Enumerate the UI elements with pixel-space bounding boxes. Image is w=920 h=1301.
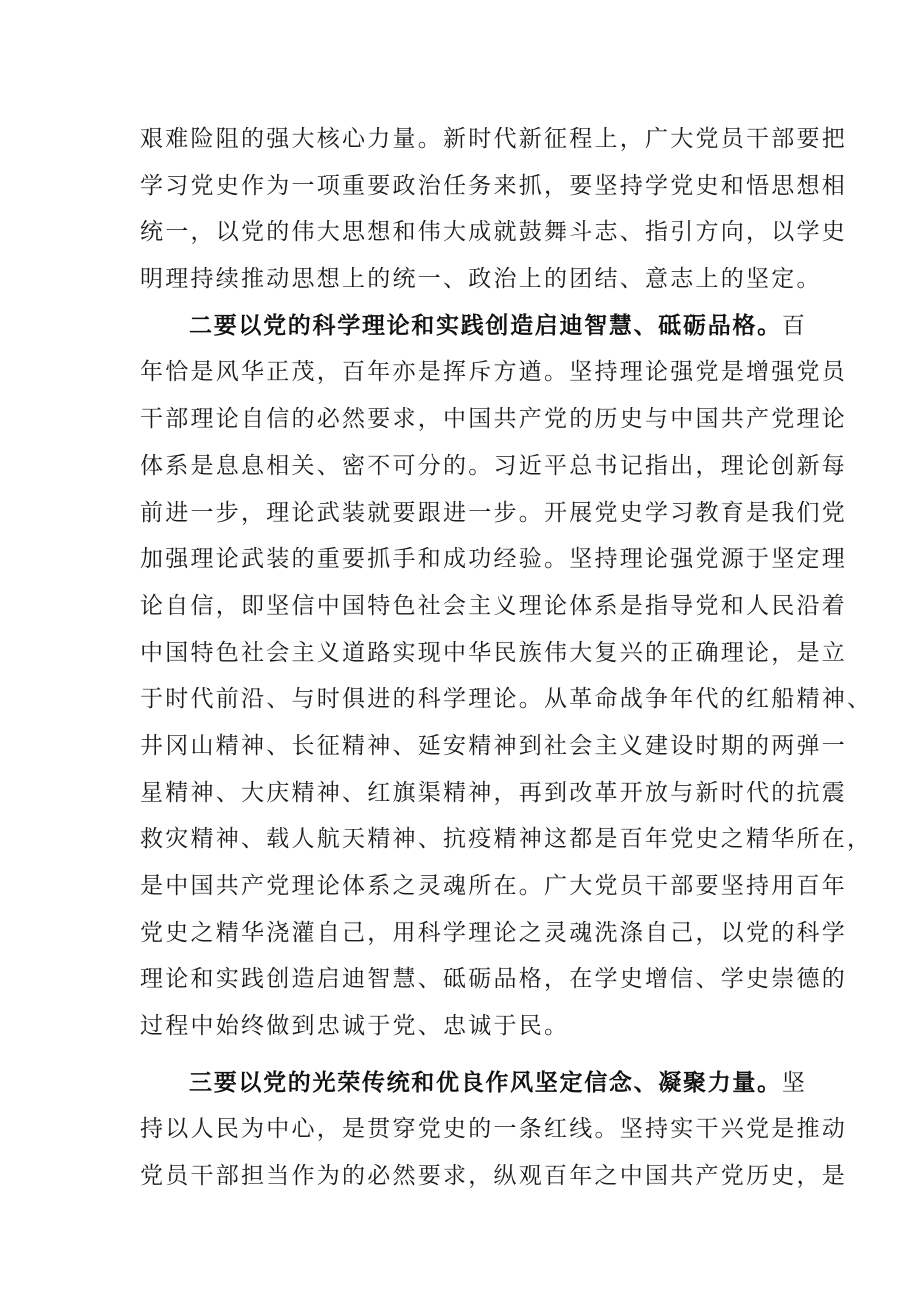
paragraph-2-line-15: 理论和实践创造启迪智慧、砥砺品格，在学史增信、学史崇德的 [140,966,847,993]
paragraph-2-line-14: 党史之精华浇灌自己，用科学理论之灵魂洗涤自己，以党的科学 [140,919,847,946]
paragraph-2-lead-tail: 百 [781,312,808,339]
paragraph-2-line-2: 年恰是风华正茂，百年亦是挥斥方遒。坚持理论强党是增强党员 [140,359,847,386]
paragraph-1-line-3: 统一，以党的伟大思想和伟大成就鼓舞斗志、指引方向，以学史 [140,219,847,246]
paragraph-2-line-5: 前进一步，理论武装就要跟进一步。开展党史学习教育是我们党 [140,499,847,526]
paragraph-3-lead: 三要以党的光荣传统和优良作风坚定信念、凝聚力量。 [189,1069,782,1096]
paragraph-2-line-12: 救灾精神、载人航天精神、抗疫精神这都是百年党史之精华所在， [140,826,873,853]
paragraph-2 [140,303,873,1050]
paragraph-2-line-16: 过程中始终做到忠诚于党、忠诚于民。 [140,1013,570,1040]
paragraph-gap [140,1050,800,1060]
paragraph-2-line-9: 于时代前沿、与时俱进的科学理论。从革命战争年代的红船精神、 [140,686,873,713]
paragraph-1 [140,116,847,303]
paragraph-3-line-1 [140,1060,808,1107]
paragraph-2-line-6: 加强理论武装的重要抓手和成功经验。坚持理论强党源于坚定理 [140,546,847,573]
paragraph-2-line-13: 是中国共产党理论体系之灵魂所在。广大党员干部要坚持用百年 [140,873,847,899]
paragraph-3-line-2: 持以人民为中心，是贯穿党史的一条红线。坚持实干兴党是推动 [140,1116,847,1143]
paragraph-2-line-7: 论自信，即坚信中国特色社会主义理论体系是指导党和人民沿着 [140,592,847,619]
paragraph-3-line-3: 党员干部担当作为的必然要求，纵观百年之中国共产党历史，是 [140,1163,847,1190]
paragraph-3 [140,1060,847,1200]
paragraph-2-lead: 二要以党的科学理论和实践创造启迪智慧、砥砺品格。 [189,312,782,339]
paragraph-2-line-3: 干部理论自信的必然要求，中国共产党的历史与中国共产党理论 [140,406,847,433]
paragraph-2-line-11: 星精神、大庆精神、红旗渠精神，再到改革开放与新时代的抗震 [140,779,847,806]
paragraph-1-line-2: 学习党史作为一项重要政治任务来抓，要坚持学党史和悟思想相 [140,172,847,199]
paragraph-1-line-4: 明理持续推动思想上的统一、政治上的团结、意志上的坚定。 [140,266,822,293]
paragraph-2-line-1 [140,303,808,350]
paragraph-2-line-10: 井冈山精神、长征精神、延安精神到社会主义建设时期的两弹一 [140,732,847,759]
paragraph-2-line-4: 体系是息息相关、密不可分的。习近平总书记指出，理论创新每 [140,452,847,479]
document-body [140,116,873,1200]
paragraph-3-lead-tail: 坚 [781,1069,808,1096]
paragraph-2-line-8: 中国特色社会主义道路实现中华民族伟大复兴的正确理论，是立 [140,639,847,666]
paragraph-1-line-1: 艰难险阻的强大核心力量。新时代新征程上，广大党员干部要把 [140,126,847,152]
